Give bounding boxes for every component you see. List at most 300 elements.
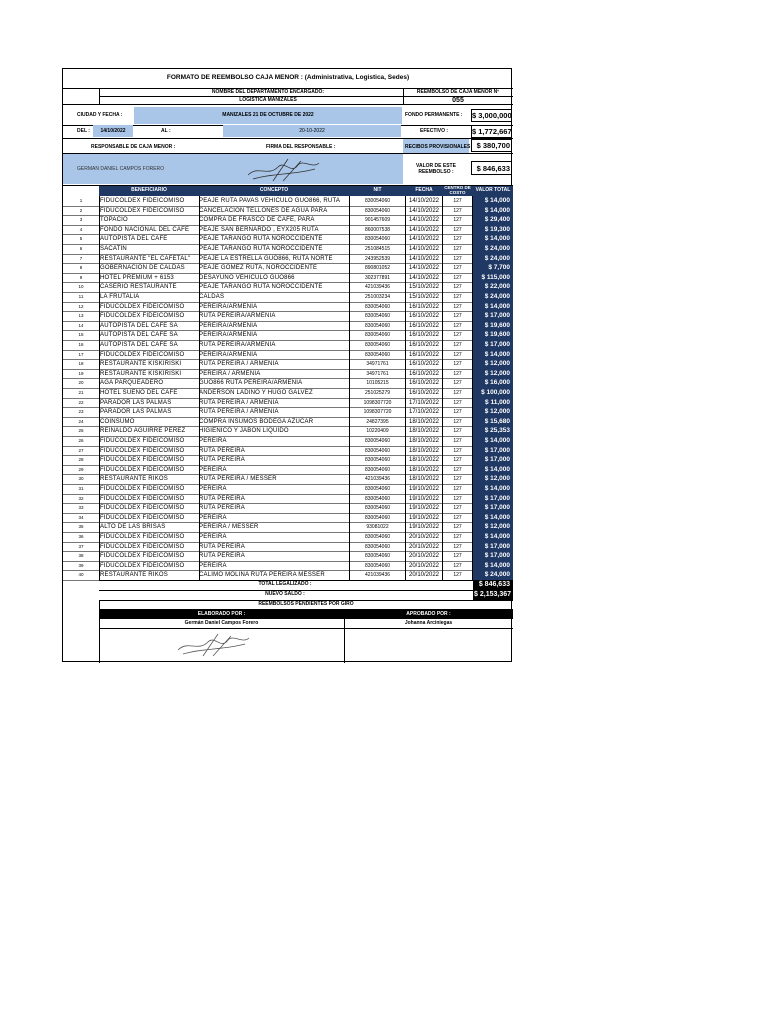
row-number: 18 (78, 361, 84, 367)
row-concepto: PEREIRA (199, 486, 227, 492)
row-nit: 830054060 (364, 342, 391, 348)
row-beneficiario: PARADOR LAS PALMAS (100, 409, 172, 416)
row-number: 12 (78, 303, 84, 309)
al-value: 20-10-2022 (299, 128, 325, 134)
row-valor: $ 11,000 (473, 398, 513, 408)
row-concepto: PEAJE SAN BERNARDO , EYX205 RUTA (199, 226, 319, 233)
row-number: 9 (79, 274, 83, 280)
row-valor: $ 16,000 (473, 378, 513, 388)
row-valor: $ 14,000 (473, 436, 513, 446)
reembolso-label: REEMBOLSO DE CAJA MENOR Nº (416, 89, 500, 95)
row-valor: $ 14,000 (473, 206, 513, 216)
row-centro: 127 (453, 562, 462, 569)
row-centro: 127 (453, 399, 462, 406)
row-valor: $ 19,600 (473, 321, 513, 331)
row-fecha: 14/10/2022 (408, 246, 440, 252)
row-centro: 127 (453, 322, 462, 329)
row-beneficiario: HOTEL PREMIUM + 6153 (100, 274, 174, 281)
row-concepto: PEREIRA (199, 438, 227, 444)
row-centro: 127 (453, 428, 462, 435)
row-centro: 127 (453, 543, 462, 550)
row-beneficiario: FIDUCOLDEX FIDEICOMISO (100, 207, 185, 214)
row-beneficiario: CASERIO RESTAURANTE (100, 284, 177, 291)
responsable-label: RESPONSABLE DE CAJA MENOR : (91, 144, 176, 150)
ciudad-label: CIUDAD Y FECHA : (77, 112, 123, 118)
row-number: 5 (79, 236, 83, 242)
row-beneficiario: FIDUCOLDEX FIDEICOMISO (100, 466, 185, 473)
row-concepto: PEREIRA/ARMENIA (199, 322, 258, 329)
row-fecha: 18/10/2022 (408, 466, 440, 473)
row-concepto: PEREIRA (199, 534, 227, 540)
row-nit: 251084515 (364, 246, 391, 252)
row-fecha: 14/10/2022 (408, 226, 440, 233)
row-number: 16 (78, 342, 84, 347)
responsable-name: GERMAN DANIEL CAMPOS FORERO (77, 166, 165, 172)
row-fecha: 18/10/2022 (408, 438, 440, 444)
row-valor: $ 12,000 (473, 359, 513, 369)
row-beneficiario: SACATIN (100, 246, 127, 252)
row-centro: 127 (453, 265, 462, 272)
row-centro: 127 (453, 447, 462, 454)
row-concepto: COMPRA DE FRASCO DE CAFE, PARA (199, 217, 315, 224)
row-nit: 10105215 (366, 380, 389, 387)
row-centro: 127 (453, 332, 462, 339)
row-fecha: 17/10/2022 (408, 409, 440, 416)
row-number: 20 (78, 380, 84, 386)
row-nit: 830054060 (364, 553, 391, 560)
row-nit: 830054060 (364, 447, 391, 454)
row-concepto: RUTA PEREIRA (199, 505, 245, 512)
row-centro: 127 (453, 246, 462, 252)
row-fecha: 20/10/2022 (408, 543, 440, 550)
row-number: 31 (78, 486, 84, 491)
row-centro: 127 (453, 553, 462, 560)
reimbursement-form (62, 68, 512, 662)
del-label: DEL : (77, 128, 90, 134)
row-beneficiario: REINALDO AGUIRRE PEREZ (100, 428, 186, 435)
row-concepto: COMPRA INSUMOS BODEGA AZUCAR (199, 418, 314, 425)
row-valor: $ 12,000 (473, 522, 513, 532)
row-concepto: CALIMO MOLINA RUTA PEREIRA MESSER (199, 572, 325, 579)
row-beneficiario: FIDUCOLDEX FIDEICOMISO (100, 505, 185, 512)
row-valor: $ 14,000 (473, 513, 513, 523)
row-centro: 127 (453, 457, 462, 464)
row-fecha: 14/10/2022 (408, 217, 440, 224)
row-nit: 830054060 (364, 332, 391, 339)
row-fecha: 20/10/2022 (408, 562, 440, 569)
row-centro: 127 (453, 303, 462, 310)
row-valor: $ 14,000 (473, 484, 513, 494)
row-nit: 251003234 (364, 294, 391, 300)
col-valor: VALOR TOTAL (475, 187, 511, 193)
row-nit: 24827395 (366, 418, 389, 425)
row-fecha: 19/10/2022 (408, 505, 440, 512)
row-centro: 127 (453, 476, 462, 483)
row-concepto: RUTA PEREIRA (199, 553, 245, 560)
row-fecha: 17/10/2022 (408, 399, 440, 406)
row-beneficiario: AUTOPISTA DEL CAFE SA (100, 322, 178, 329)
row-centro: 127 (453, 351, 462, 358)
row-centro: 127 (453, 514, 462, 521)
row-valor: $ 100,000 (473, 388, 513, 398)
row-beneficiario: FIDUCOLDEX FIDEICOMISO (100, 351, 185, 358)
row-concepto: PEAJE TARANGO RUTA NOROCCIDENTE (199, 246, 323, 252)
row-fecha: 18/10/2022 (408, 428, 440, 435)
row-valor: $ 22,000 (473, 282, 513, 292)
row-nit: 34971761 (366, 361, 389, 368)
row-number: 28 (78, 457, 84, 463)
efectivo-value: $ 1,772,667 (472, 127, 512, 136)
row-fecha: 16/10/2022 (408, 361, 440, 368)
row-fecha: 20/10/2022 (408, 534, 440, 540)
row-centro: 127 (453, 274, 462, 281)
row-fecha: 16/10/2022 (408, 380, 440, 387)
row-valor: $ 25,353 (473, 426, 513, 436)
row-valor: $ 7,700 (473, 263, 513, 273)
row-valor: $ 17,000 (473, 551, 513, 561)
row-fecha: 20/10/2022 (408, 572, 440, 579)
row-nit: 830054060 (364, 313, 391, 320)
row-number: 33 (78, 505, 84, 511)
row-number: 30 (78, 476, 84, 482)
row-valor: $ 17,000 (473, 311, 513, 321)
row-fecha: 14/10/2022 (408, 236, 440, 243)
row-concepto: RUTA PEREIRA / ARMENIA (199, 409, 279, 416)
row-nit: 860007538 (364, 226, 391, 233)
efectivo-label: EFECTIVO : (420, 128, 449, 134)
row-concepto: PEREIRA (199, 514, 227, 521)
row-fecha: 14/10/2022 (408, 198, 440, 204)
row-number: 8 (79, 265, 83, 271)
row-fecha: 14/10/2022 (408, 265, 440, 272)
row-concepto: PEAJE LA ESTRELLA GUO866, RUTA NORTE (199, 255, 333, 262)
row-beneficiario: FIDUCOLDEX FIDEICOMISO (100, 495, 185, 502)
row-fecha: 16/10/2022 (408, 303, 440, 310)
row-centro: 127 (453, 466, 462, 473)
row-beneficiario: RESTAURANTE KISKIRISKI (100, 361, 182, 368)
row-beneficiario: HOTEL SUEÑO DEL CAFE (100, 390, 178, 396)
row-concepto: RUTA PEREIRA / MESSER (199, 476, 277, 483)
row-nit: 34971761 (366, 370, 389, 377)
col-concepto: CONCEPTO (259, 187, 289, 193)
row-concepto: ANDERSON LADINO Y HUGO GALVEZ (199, 390, 313, 396)
row-centro: 127 (453, 534, 462, 540)
row-concepto: RUTA PEREIRA / ARMENIA (199, 399, 279, 406)
row-fecha: 18/10/2022 (408, 447, 440, 454)
row-concepto: RUTA PEREIRA (199, 447, 245, 454)
valor-label: VALOR DE ESTE REEMBOLSO : (416, 163, 456, 175)
row-fecha: 19/10/2022 (408, 524, 440, 531)
row-number: 34 (78, 514, 84, 520)
row-number: 4 (79, 226, 83, 232)
row-valor: $ 17,000 (473, 340, 513, 350)
row-nit: 93081022 (366, 524, 389, 531)
row-number: 1 (79, 198, 83, 203)
row-nit: 251025279 (364, 390, 391, 396)
signature-image (243, 155, 323, 183)
row-number: 40 (78, 572, 84, 578)
row-fecha: 16/10/2022 (408, 351, 440, 358)
ciudad-value: MANIZALES 21 DE OCTUBRE DE 2022 (222, 112, 314, 118)
row-centro: 127 (453, 390, 462, 396)
row-beneficiario: AGA PARQUEADERO (100, 380, 164, 387)
firma-label: FIRMA DEL RESPONSABLE : (266, 144, 336, 150)
saldo-value: $ 2,153,367 (474, 591, 511, 598)
row-number: 21 (78, 390, 84, 395)
row-number: 22 (78, 399, 84, 405)
row-beneficiario: FIDUCOLDEX FIDEICOMISO (100, 313, 185, 320)
row-fecha: 16/10/2022 (408, 322, 440, 329)
row-beneficiario: RESTAURANTE KISKIRISKI (100, 370, 182, 377)
row-nit: 830054060 (364, 236, 391, 243)
row-valor: $ 14,000 (473, 196, 513, 206)
row-centro: 127 (453, 486, 462, 492)
row-nit: 890801052 (364, 265, 391, 272)
row-nit: 830054060 (364, 534, 391, 540)
col-beneficiario: BENEFICIARIO (131, 187, 167, 193)
row-fecha: 19/10/2022 (408, 495, 440, 502)
elaborado-label: ELABORADO POR : (197, 611, 246, 617)
row-fecha: 19/10/2022 (408, 514, 440, 521)
row-centro: 127 (453, 342, 462, 348)
row-centro: 127 (453, 380, 462, 387)
fondo-value: $ 3,000,000 (472, 111, 512, 120)
row-nit: 421039436 (364, 284, 391, 291)
row-beneficiario: FIDUCOLDEX FIDEICOMISO (100, 562, 185, 569)
row-centro: 127 (453, 255, 462, 262)
row-concepto: PEREIRA/ARMENIA (199, 332, 258, 339)
row-nit: 830054060 (364, 505, 391, 512)
row-number: 37 (78, 543, 84, 549)
row-nit: 830054060 (364, 207, 391, 214)
row-centro: 127 (453, 236, 462, 243)
row-valor: $ 24,000 (473, 244, 513, 254)
row-concepto: PEREIRA (199, 562, 227, 569)
row-centro: 127 (453, 207, 462, 214)
row-valor: $ 17,000 (473, 446, 513, 456)
row-nit: 830054060 (364, 457, 391, 464)
row-centro: 127 (453, 284, 462, 291)
row-number: 29 (78, 466, 84, 472)
row-beneficiario: FIDUCOLDEX FIDEICOMISO (100, 543, 185, 550)
row-number: 2 (79, 207, 83, 213)
row-beneficiario: TOPACIO (100, 217, 128, 224)
row-centro: 127 (453, 313, 462, 320)
row-nit: 830054060 (364, 514, 391, 521)
row-fecha: 15/10/2022 (408, 294, 440, 300)
row-centro: 127 (453, 294, 462, 300)
row-number: 3 (79, 217, 83, 223)
aprobado-name: Johanna Arciniegas (404, 620, 453, 626)
pendientes-label: REEMBOLSOS PENDIENTES POR GIRO (258, 601, 354, 607)
row-number: 25 (78, 428, 84, 434)
row-concepto: PEAJE RUTA PAVAS VEHICULO GUO866, RUTA (199, 198, 341, 204)
row-valor: $ 17,000 (473, 503, 513, 513)
row-valor: $ 17,000 (473, 455, 513, 465)
row-beneficiario: FIDUCOLDEX FIDEICOMISO (100, 457, 185, 464)
dept-value: LOGISTICA MANIZALES (239, 97, 297, 103)
elaborado-signature-image (173, 630, 253, 658)
row-valor: $ 14,000 (473, 234, 513, 244)
row-beneficiario: RESTAURANTE RIKOS (100, 572, 168, 579)
row-concepto: PEREIRA / ARMENIA (199, 370, 261, 377)
row-number: 11 (78, 294, 84, 299)
row-centro: 127 (453, 438, 462, 444)
row-fecha: 14/10/2022 (408, 207, 440, 214)
reembolso-number: 055 (452, 97, 464, 104)
row-beneficiario: RESTAURANTE RIKOS (100, 476, 168, 483)
row-fecha: 20/10/2022 (408, 553, 440, 560)
row-number: 35 (78, 524, 84, 530)
row-number: 27 (78, 447, 84, 453)
row-number: 36 (78, 534, 84, 539)
row-nit: 830054060 (364, 303, 391, 310)
row-beneficiario: FIDUCOLDEX FIDEICOMISO (100, 553, 185, 560)
recibos-value: $ 380,700 (471, 139, 512, 152)
row-nit: 830054060 (364, 562, 391, 569)
row-valor: $ 24,000 (473, 570, 513, 580)
col-nit: NIT (373, 187, 382, 193)
row-fecha: 18/10/2022 (408, 418, 440, 425)
row-fecha: 19/10/2022 (408, 486, 440, 492)
row-nit: 830054060 (364, 495, 391, 502)
row-concepto: HIGIENICO Y JABON LIQUIDO (199, 428, 289, 435)
dept-label: NOMBRE DEL DEPARTAMENTO ENCARGADO: (211, 89, 325, 95)
row-centro: 127 (453, 418, 462, 425)
elaborado-name: Germán Daniel Campos Forero (184, 620, 259, 626)
row-beneficiario: PARADOR LAS PALMAS (100, 399, 172, 406)
row-nit: 243952539 (364, 255, 391, 262)
row-nit: 421039436 (364, 572, 391, 579)
row-centro: 127 (453, 361, 462, 368)
row-concepto: RUTA PEREIRA (199, 495, 245, 502)
row-beneficiario: FIDUCOLDEX FIDEICOMISO (100, 303, 185, 310)
row-valor: $ 14,000 (473, 350, 513, 360)
row-fecha: 14/10/2022 (408, 255, 440, 262)
row-concepto: PEREIRA (199, 466, 227, 473)
row-concepto: PEREIRA/ARMENIA (199, 303, 258, 310)
row-number: 38 (78, 553, 84, 559)
recibos-label: RECIBOS PROVISIONALES (405, 144, 471, 150)
row-valor: $ 12,000 (473, 407, 513, 417)
row-centro: 127 (453, 370, 462, 377)
row-centro: 127 (453, 495, 462, 502)
row-nit: 1098307720 (363, 399, 392, 406)
row-nit: 1098307720 (363, 409, 392, 416)
row-beneficiario: RESTAURANTE "EL CAFETAL" (100, 255, 191, 262)
aprobado-label: APROBADO POR : (406, 611, 451, 617)
row-valor: $ 12,000 (473, 474, 513, 484)
row-fecha: 16/10/2022 (408, 370, 440, 377)
row-beneficiario: ALTO DE LAS BRISAS (100, 524, 166, 531)
row-beneficiario: FIDUCOLDEX FIDEICOMISO (100, 514, 185, 521)
row-concepto: RUTA PEREIRA / ARMENIA (199, 361, 279, 368)
row-beneficiario: LA FRUTALIA (100, 294, 140, 300)
del-value: 14/10/2022 (93, 125, 133, 137)
row-beneficiario: FIDUCOLDEX FIDEICOMISO (100, 198, 185, 204)
row-fecha: 16/10/2022 (408, 313, 440, 320)
row-nit: 830054060 (364, 466, 391, 473)
row-fecha: 16/10/2022 (408, 332, 440, 339)
row-centro: 127 (453, 572, 462, 579)
row-nit: 421039436 (364, 476, 391, 483)
row-concepto: GUO866 RUTA PEREIRA/ARMENIA (199, 380, 303, 387)
row-number: 24 (78, 418, 84, 424)
row-concepto: DESAYUNO VEHICULO GUO866 (199, 274, 295, 281)
row-beneficiario: FIDUCOLDEX FIDEICOMISO (100, 486, 185, 492)
row-number: 14 (78, 322, 84, 328)
row-fecha: 14/10/2022 (408, 274, 440, 281)
row-valor: $ 15,680 (473, 417, 513, 427)
row-valor: $ 19,300 (473, 225, 513, 235)
row-valor: $ 17,000 (473, 542, 513, 552)
row-fecha: 18/10/2022 (408, 476, 440, 483)
row-nit: 10220409 (366, 428, 389, 435)
total-value: $ 846,633 (473, 580, 513, 590)
row-number: 13 (78, 313, 84, 319)
row-valor: $ 14,000 (473, 302, 513, 312)
row-nit: 830054060 (364, 322, 391, 329)
row-valor: $ 24,000 (473, 292, 513, 302)
row-valor: $ 14,000 (473, 532, 513, 542)
row-centro: 127 (453, 217, 462, 224)
row-valor: $ 17,000 (473, 494, 513, 504)
row-number: 26 (78, 438, 84, 443)
row-centro: 127 (453, 524, 462, 531)
row-fecha: 15/10/2022 (408, 284, 440, 291)
row-number: 15 (78, 332, 84, 338)
rows-container (63, 196, 513, 580)
row-valor: $ 14,000 (473, 561, 513, 571)
row-centro: 127 (453, 226, 462, 233)
row-nit: 830054060 (364, 351, 391, 358)
row-beneficiario: FIDUCOLDEX FIDEICOMISO (100, 447, 185, 454)
saldo-label: NUEVO SALDO : (265, 591, 305, 597)
row-fecha: 18/10/2022 (408, 457, 440, 464)
row-beneficiario: FIDUCOLDEX FIDEICOMISO (100, 534, 185, 540)
row-beneficiario: AUTOPISTA DEL CAFE SA (100, 332, 178, 339)
row-beneficiario: AUTOPISTA DEL CAFE (100, 236, 168, 243)
row-concepto: RUTA PEREIRA (199, 457, 245, 464)
col-centro: CENTRO DE COSTO (444, 185, 471, 195)
row-number: 19 (78, 370, 84, 376)
row-valor: $ 19,600 (473, 330, 513, 340)
row-concepto: PEREIRA/ARMENIA (199, 351, 258, 358)
row-number: 39 (78, 562, 84, 568)
row-fecha: 16/10/2022 (408, 390, 440, 396)
col-fecha: FECHA (415, 187, 433, 193)
row-beneficiario: COINSUMO (100, 418, 135, 425)
row-beneficiario: FONDO NACIONAL DEL CAFE (100, 226, 190, 233)
row-concepto: PEAJE TARANGO RUTA NOROCCIDENTE (199, 284, 323, 291)
row-fecha: 16/10/2022 (408, 342, 440, 348)
row-nit: 830054060 (364, 198, 391, 204)
row-valor: $ 14,000 (473, 465, 513, 475)
row-beneficiario: GOBERNACION DE CALDAS (100, 265, 185, 272)
form-title: FORMATO DE REEMBOLSO CAJA MENOR : (Administrativa, Logistica, Sedes) (166, 74, 410, 81)
row-valor: $ 115,000 (473, 273, 513, 283)
row-centro: 127 (453, 505, 462, 512)
row-number: 10 (78, 284, 84, 290)
row-concepto: RUTA PEREIRA/ARMENIA (199, 313, 276, 320)
row-number: 17 (78, 351, 84, 357)
row-nit: 830054060 (364, 486, 391, 492)
row-nit: 830054060 (364, 438, 391, 444)
row-concepto: PEAJE GOMEZ RUTA, NOROCCIDENTE (199, 265, 318, 272)
row-valor: $ 29,400 (473, 215, 513, 225)
valor-value: $ 846,633 (471, 161, 512, 175)
row-beneficiario: AUTOPISTA DEL CAFE SA (100, 342, 178, 348)
